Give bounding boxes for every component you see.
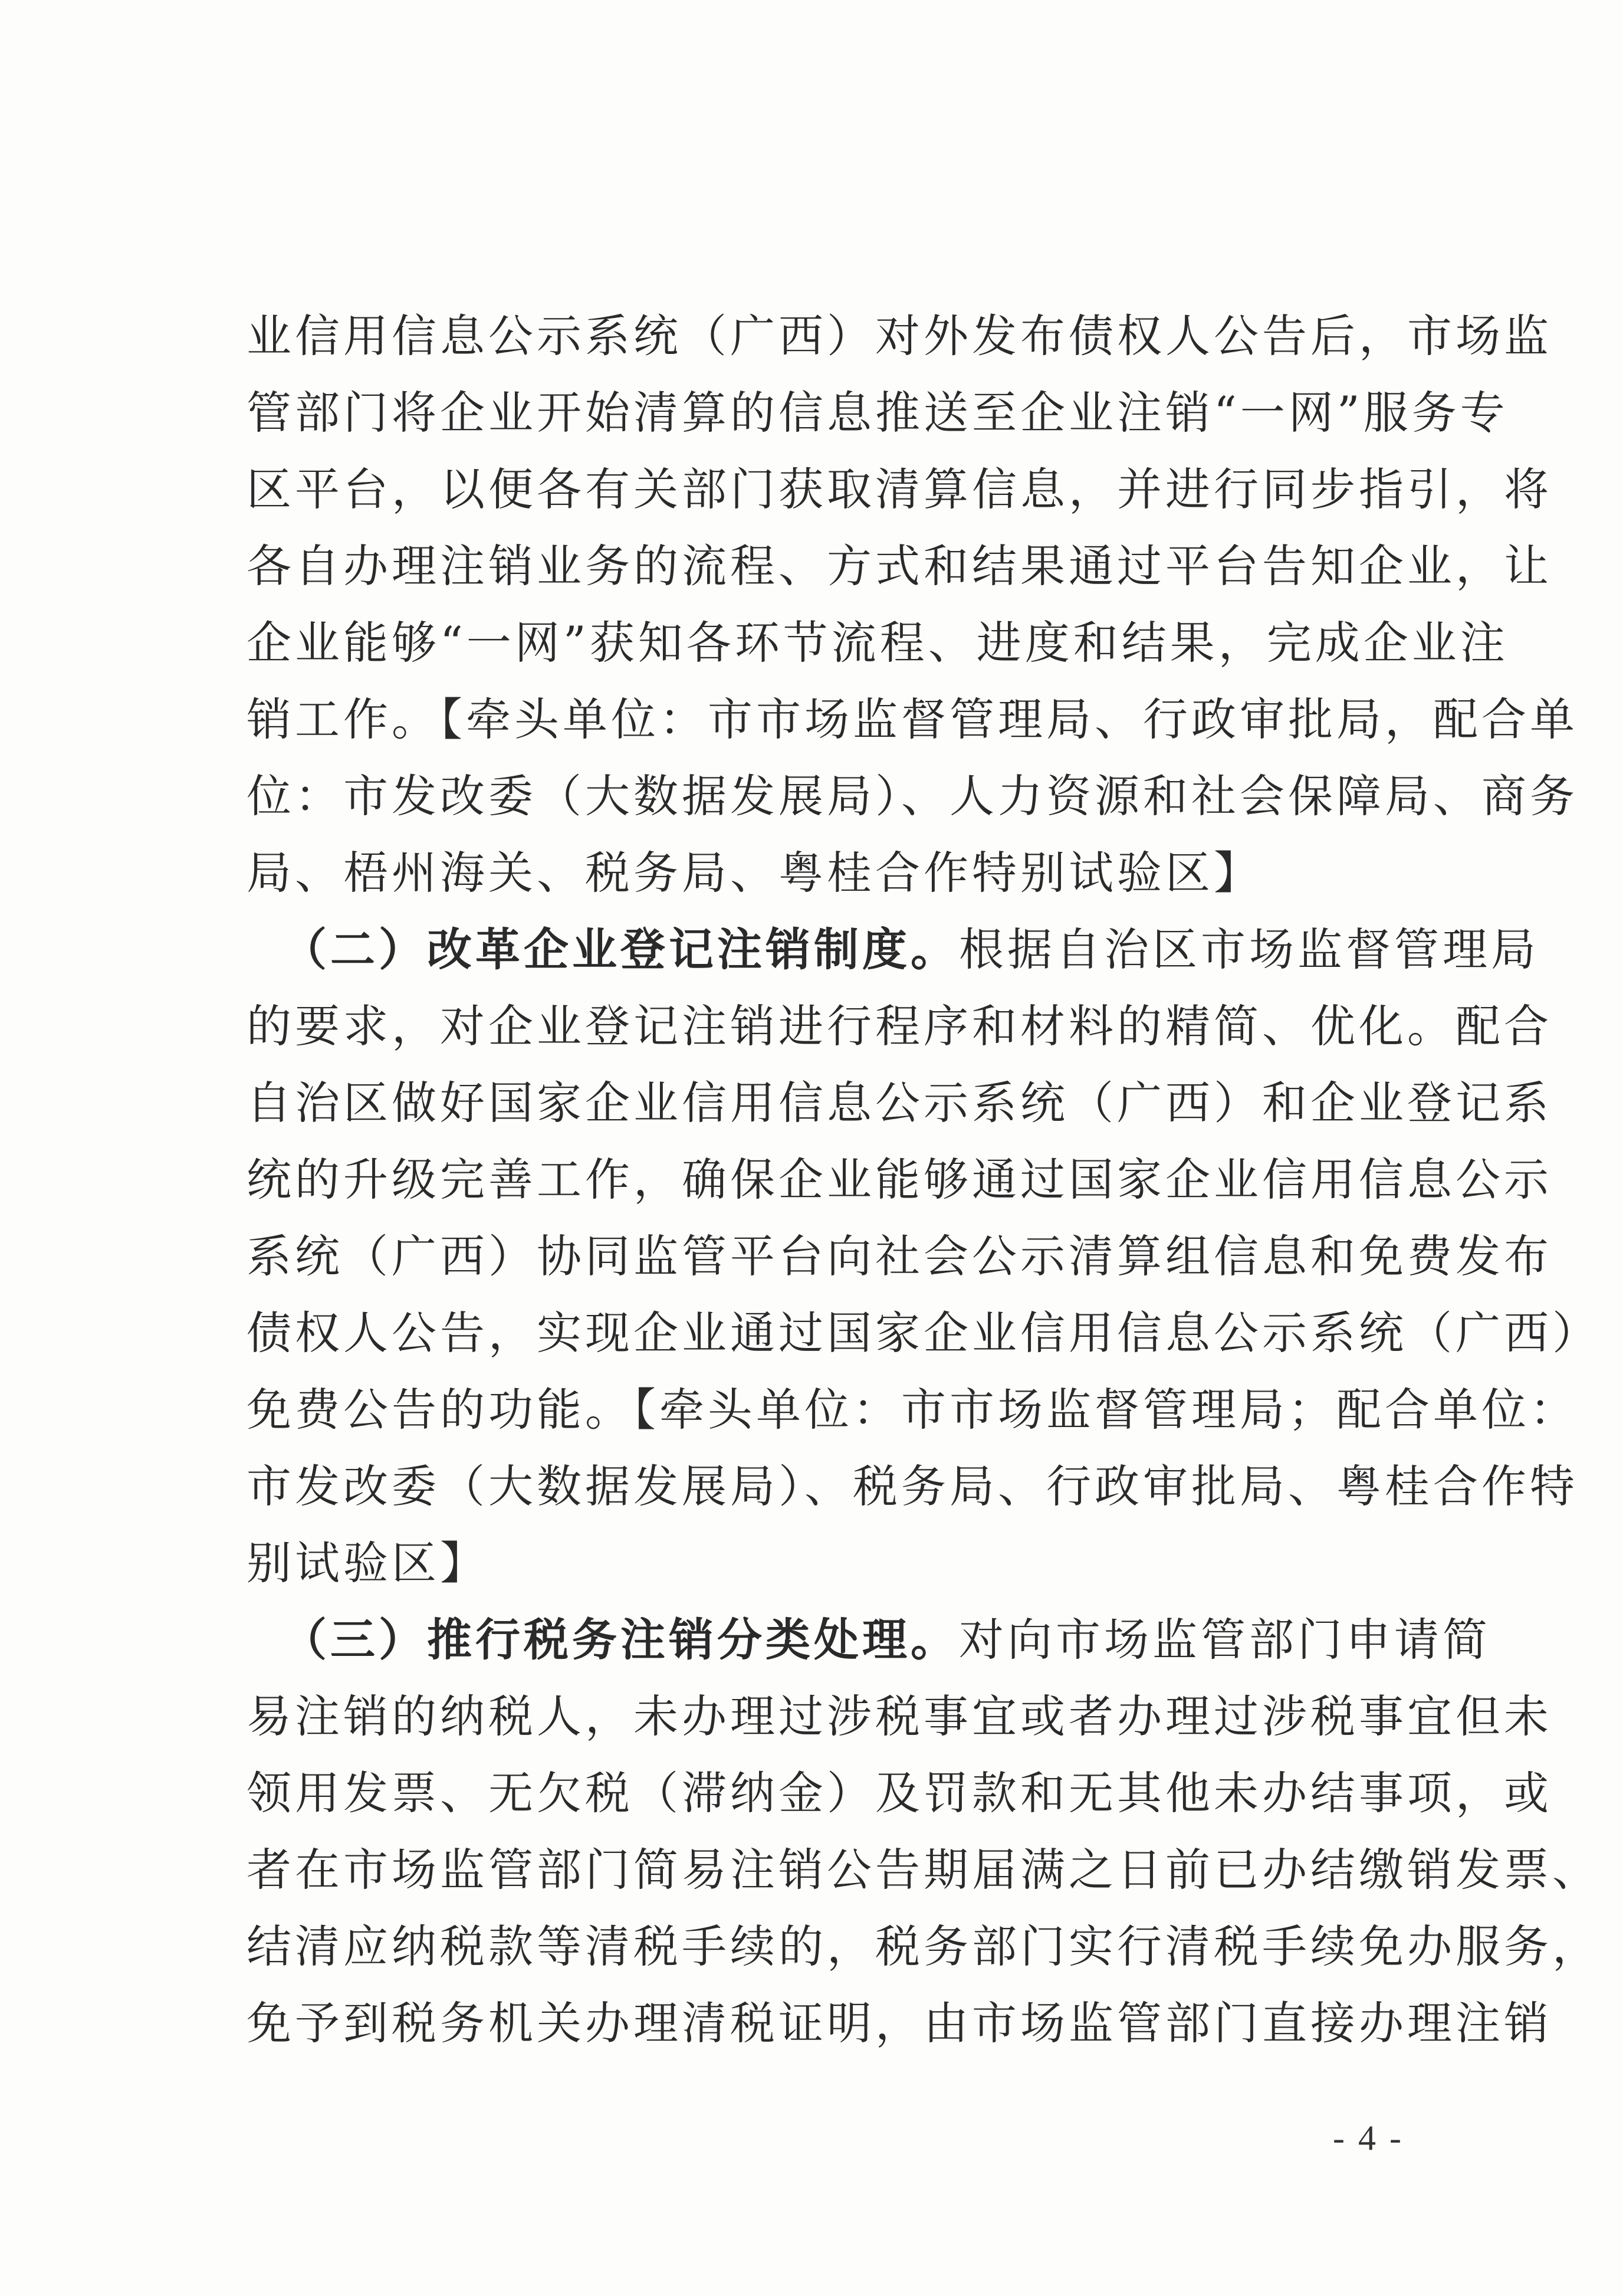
text-line: 免费公告的功能。【牵头单位：市市场监督管理局；配合单位： <box>247 1383 1578 1436</box>
text-line: 别试验区】 <box>247 1537 488 1589</box>
text-line: 结清应纳税款等清税手续的，税务部门实行清税手续免办服务， <box>247 1920 1601 1973</box>
document-body <box>247 298 1601 2062</box>
section-first-line <box>247 911 1539 988</box>
section-text: 根据自治区市场监督管理局 <box>959 923 1539 976</box>
text-line: 区平台，以便各有关部门获取清算信息，并进行同步指引，将 <box>247 463 1552 516</box>
text-line: 业信用信息公示系统（广西）对外发布债权人公告后，市场监 <box>247 310 1552 362</box>
text-line: 债权人公告，实现企业通过国家企业信用信息公示系统（广西） <box>247 1307 1601 1359</box>
text-line: 各自办理注销业务的流程、方式和结果通过平台告知企业，让 <box>247 540 1552 592</box>
text-line: 的要求，对企业登记注销进行程序和材料的精简、优化。配合 <box>247 1000 1552 1052</box>
text-line: 管部门将企业开始清算的信息推送至企业注销“一网”服务专 <box>247 386 1509 439</box>
text-line: 系统（广西）协同监管平台向社会公示清算组信息和免费发布 <box>247 1230 1552 1283</box>
text-line: 易注销的纳税人，未办理过涉税事宜或者办理过涉税事宜但未 <box>247 1690 1552 1743</box>
text-line: 企业能够“一网”获知各环节流程、进度和结果，完成企业注 <box>247 616 1509 669</box>
text-line: 自治区做好国家企业信用信息公示系统（广西）和企业登记系 <box>247 1077 1552 1129</box>
text-line: 者在市场监管部门简易注销公告期届满之日前已办结缴销发票、 <box>247 1844 1601 1896</box>
text-line: 销工作。【牵头单位：市市场监督管理局、行政审批局，配合单 <box>247 693 1578 746</box>
text-line: 免予到税务机关办理清税证明，由市场监管部门直接办理注销 <box>247 1997 1552 2049</box>
text-line: 位：市发改委（大数据发展局）、人力资源和社会保障局、商务 <box>247 770 1578 822</box>
section-text: 对向市场监管部门申请简 <box>959 1613 1491 1666</box>
text-line: 领用发票、无欠税（滞纳金）及罚款和无其他未办结事项，或 <box>247 1767 1552 1819</box>
page-number: - 4 - <box>1333 2118 1404 2157</box>
paragraph-continued <box>247 298 1578 911</box>
section-reform-registration <box>247 911 1601 1602</box>
text-line: 局、梧州海关、税务局、粤桂合作特别试验区】 <box>247 847 1262 899</box>
text-line: 统的升级完善工作，确保企业能够通过国家企业信用信息公示 <box>247 1153 1552 1206</box>
section-tax-deregistration <box>247 1602 1601 2062</box>
section-first-line <box>247 1602 1491 1678</box>
section-heading: （三）推行税务注销分类处理。 <box>282 1613 959 1666</box>
section-heading: （二）改革企业登记注销制度。 <box>282 923 959 976</box>
text-line: 市发改委（大数据发展局）、税务局、行政审批局、粤桂合作特 <box>247 1460 1578 1513</box>
